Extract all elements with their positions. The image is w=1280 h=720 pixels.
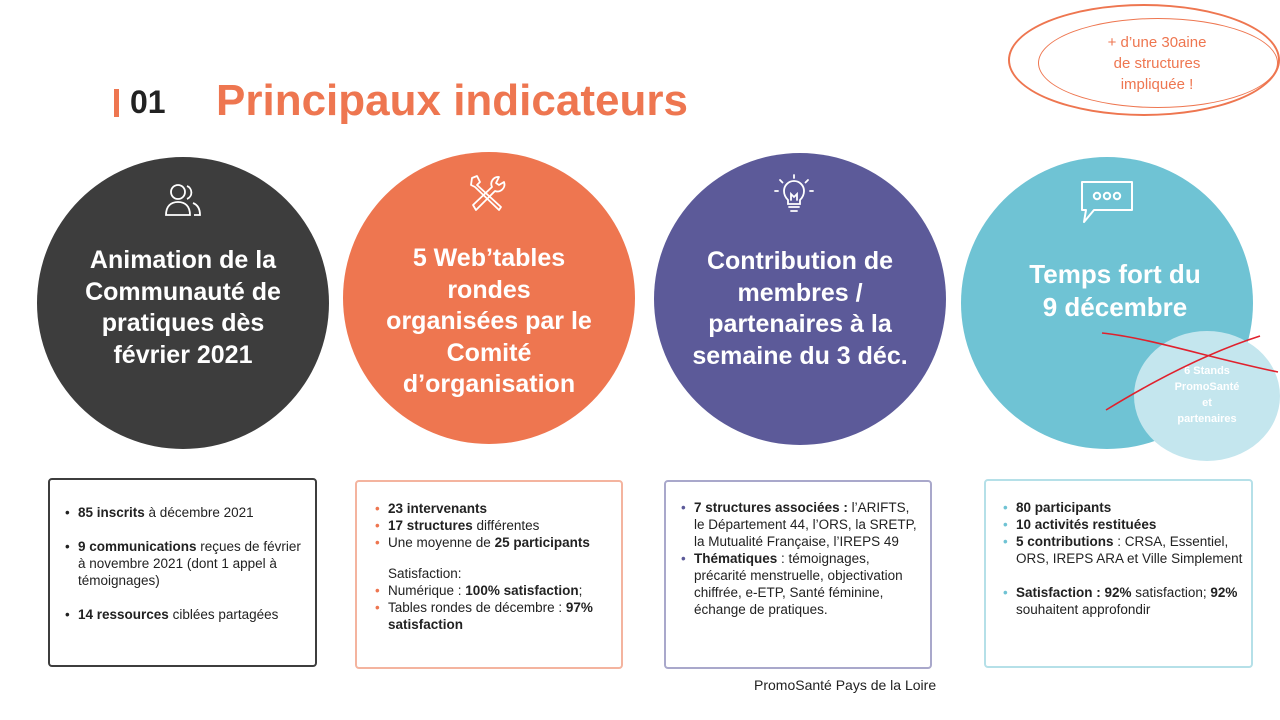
page-title: Principaux indicateurs [216,76,688,125]
circle-title-line: février 2021 [113,340,253,369]
list-item: • Une moyenne de 25 participants [372,534,617,551]
chat-icon [1080,180,1134,224]
callout-line: de structures [1113,55,1201,72]
bubble-line: PromoSanté [1174,381,1240,393]
circle-title-temps-fort [992,258,1238,324]
info-list-temps-fort [1000,499,1244,618]
list-item: • 85 inscrits à décembre 2021 [62,504,302,521]
list-item: • 5 contributions : CRSA, Essentiel, ORS, IREPS ARA et Ville Simplement [1000,533,1244,567]
list-item: • Numérique : 100% satisfaction; [372,582,617,599]
circle-title-line: pratiques dès [101,309,265,337]
list-item: • 14 ressources ciblées partagées [62,606,302,623]
circle-title-line: Comité [446,338,532,367]
strike-through-marks [1100,330,1280,415]
circle-title-line: semaine du 3 déc. [692,341,908,370]
list-item: • 17 structures différentes [372,517,617,534]
info-list-animation [62,504,302,623]
circle-title-animation [62,245,304,371]
circle-title-line: 9 décembre [1042,292,1188,322]
circle-title-webtables [363,243,615,401]
bubble-line: et [1202,397,1212,409]
tools-icon [467,174,507,214]
circle-title-line: Contribution de [706,247,894,275]
footer-text: PromoSanté Pays de la Loire [754,677,937,693]
bubble-line: partenaires [1177,413,1237,425]
section-marker [114,89,119,117]
circle-title-contribution [672,246,928,372]
circle-title-line: membres / [737,278,863,307]
list-item: • Satisfaction : 92% satisfaction; 92% souhaitent approfondir [1000,584,1244,618]
list-item: • 80 participants [1000,499,1244,516]
users-icon [163,180,203,220]
list-item: • 9 communications reçues de février à novembre 2021 (dont 1 appel à témoignages) [62,538,302,589]
list-item: • Tables rondes de décembre : 97% satisfaction [372,599,617,633]
callout-text [1072,32,1242,95]
lightbulb-icon [774,174,814,214]
list-item: • 23 intervenants [372,500,617,517]
info-list-main [372,500,617,551]
satisfaction-label: Satisfaction: [388,566,462,581]
callout-line: impliquée ! [1120,76,1194,93]
circle-title-line: rondes [447,275,531,304]
circle-title-line: organisées par le [386,307,592,335]
section-number: 01 [130,84,166,120]
circle-title-line: d’organisation [402,370,576,398]
circle-title-line: Communauté de [85,277,281,306]
circle-title-line: partenaires à la [708,310,892,338]
bubble-line: 6 Stands [1184,365,1230,377]
satisfaction-list [372,582,617,633]
info-list-contribution [678,499,922,618]
circle-title-line: Animation de la [89,246,277,274]
circle-title-line: 5 Web’tables [412,244,566,272]
circle-title-line: Temps fort du [1029,259,1201,289]
callout-line: + d’une 30aine [1107,34,1207,51]
list-item: • Thématiques : témoignages, précarité menstruelle, objectivation chiffrée, e-ETP, Santé féminine, échange de pratiques. [678,550,922,618]
info-list-webtables [372,500,617,633]
list-item: • 7 structures associées : l’ARIFTS, le Département 44, l’ORS, la SRETP, la Mutualité Française, l’IREPS 49 [678,499,922,550]
list-item: • 10 activités restituées [1000,516,1244,533]
